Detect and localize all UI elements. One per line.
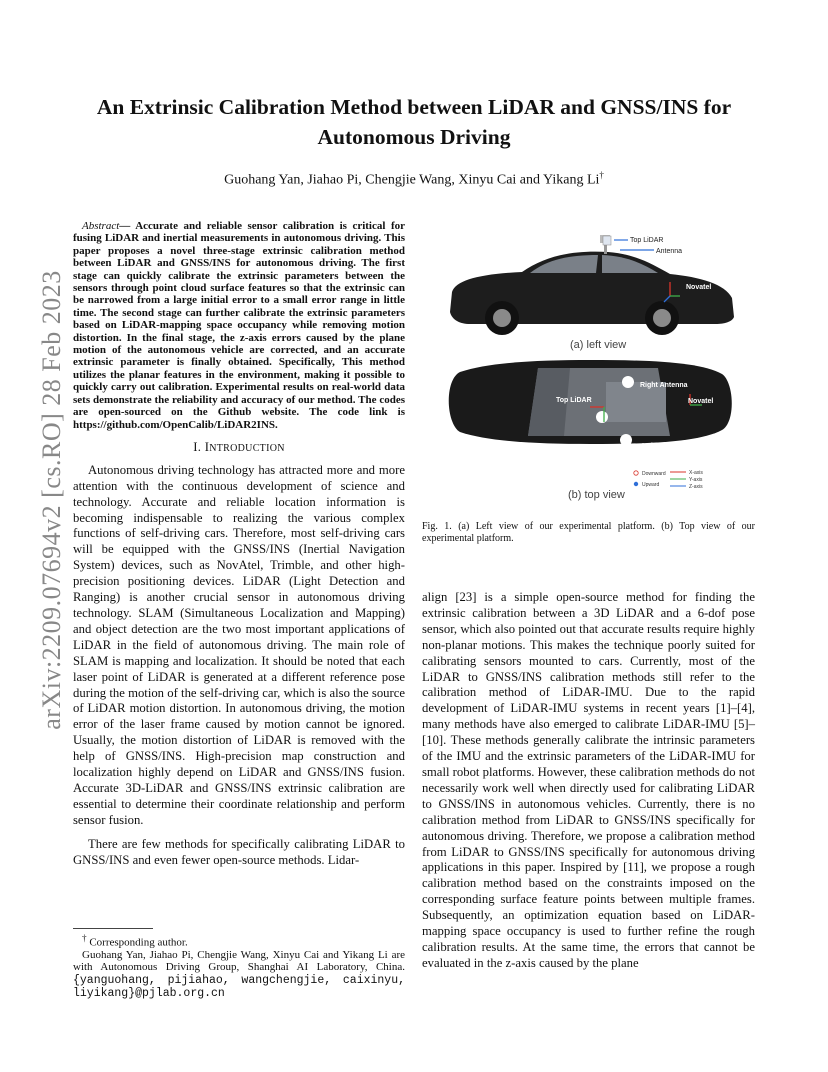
legend-y-axis: Y-axis: [689, 477, 703, 483]
downward-icon: [634, 471, 638, 475]
footnote: [73, 932, 405, 1001]
top-lidar-marker-icon: [596, 411, 608, 423]
label-top-lidar-top-view: Top LiDAR: [556, 397, 592, 404]
author-list: [60, 170, 768, 189]
label-left-antenna: Left Antenna: [642, 443, 685, 450]
affiliation-text: Guohang Yan, Jiahao Pi, Chengjie Wang, Xinyu Cai and Yikang Li are with Autonomous Driving Group, Shanghai AI Laboratory, China.: [73, 949, 405, 974]
figure-caption: Fig. 1. (a) Left view of our experimental platform. (b) Top view of our experimental platform.: [422, 521, 755, 545]
page-title: An Extrinsic Calibration Method between LiDAR and GNSS/INS for Autonomous Driving: [96, 95, 732, 149]
top-lidar-sensor-icon: [603, 236, 611, 245]
arxiv-identifier: arXiv:2209.07694v2 [cs.RO] 28 Feb 2023: [37, 270, 66, 730]
left-antenna-marker-icon: [620, 434, 632, 446]
abstract-dash: —: [119, 220, 131, 232]
label-novatel-side: Novatel: [686, 284, 712, 291]
figure-experimental-platform: [430, 222, 760, 514]
label-top-lidar: Top LiDAR: [630, 237, 664, 244]
abstract-text: Accurate and reliable sensor calibration is critical for fusing LiDAR and inertial measurements in autonomous driving. This paper proposes a novel three-stage extrinsic calibration method between LiDAR and GNSS/INS for autonomous driving. The first stage can quickly calibrate the extrinsic parameters between the sensors through point cloud surface features so that the extrinsic can be narrowed from a large initial error to a small error range in little time. The second stage can further calibrate the extrinsic parameters based on LiDAR-mapping space occupancy while removing motion distortion. In the final stage, the z-axis errors caused by the plane motion of the autonomous vehicle are corrected, and an accurate extrinsic parameter is finally obtained. Specifically, This method utilizes the planar features in the environment, making it possible to quickly carry out calibration. Experimental results on real-world data sets demonstrate the reliability and accuracy of our method. The codes are open-sourced on the Github website. The code link is https://github.com/OpenCalib/LiDAR2INS.: [73, 220, 405, 431]
intro-paragraph-1: Autonomous driving technology has attracted more and more attention with the continuous development of science and technology. Accurate and reliable location information is becoming indispensable to realizing the various complex functions of self-driving cars. Therefore, most self-driving cars will be equipped with the GNSS/INS (Inertial Navigation System) devices, such as NovAtel, Trimble, and other high-precision positioning devices. LiDAR (Light Detection and Ranging) is another crucial sensor in autonomous driving technology. SLAM (Simultaneous Localization and Mapping) and object detection are the two most important applications of LiDAR in the field of autonomous driving. The main role of SLAM is mapping and localization. It should be noted that each laser point of LiDAR is generated at a different reference pose during the motion of the self-driving car, which is also the source of LiDAR motion distortion. In autonomous driving, the motion error of the laser frame caused by motion cannot be ignored. Usually, the motion distortion of LiDAR is removed with the help of GNSS/INS. High-precision map construction and localization highly depend on LiDAR and GNSS/INS fusion. Accurate 3D-LiDAR and GNSS/INS extrinsic calibration are essential to determine their coordinate relationship and perform sensor fusion.: [73, 462, 405, 827]
label-novatel-top: Novatel: [688, 398, 714, 405]
label-antenna: Antenna: [656, 248, 683, 255]
upward-icon: [634, 482, 638, 486]
label-right-antenna: Right Antenna: [640, 382, 688, 389]
corresponding-note: [73, 932, 405, 949]
right-column: [422, 590, 755, 972]
footnote-mark: †: [82, 933, 87, 943]
legend-x-axis: X-axis: [689, 470, 703, 476]
intro-paragraph-3: align [23] is a simple open-source method for finding the extrinsic calibration between a 3D LiDAR and a 6-dof pose sensor, which also pointed out that accurate results require highly non-planar motions. This makes the technique poorly suited for calibrating sensors mounted to cars. Currently, most of the LiDAR to GNSS/INS calibration methods still refer to the calibration method of LiDAR-IMU. Due to the rapid development of LiDAR-IMU systems in recent years [1]–[4], many methods have also emerged to calibrate LiDAR-IMU [5]–[10]. These methods generally calibrate the intrinsic parameters of the IMU and the extrinsic parameters of the LiDAR-IMU for small robot platforms. However, these calibration methods do not necessarily work well when directly used for calibrating LiDAR to GNSS/INS in autonomous vehicles. Currently, there is no calibration method from LiDAR to GNSS/INS specifically for autonomous driving. Therefore, we propose a calibration method from LiDAR to GNSS/INS specifically for autonomous driving applications in this paper. Inspired by [11], we propose a rough calibration method based on the constraints imposed on the corresponding surface feature points between multiple frames. Subsequently, an optimization equation based on LiDAR-mapping space occupancy is used to further refine the rough calibration results. At the same time, the errors that cannot be evaluated in the z-axis caused by the plane: [422, 590, 755, 970]
author-names: Guohang Yan, Jiahao Pi, Chengjie Wang, Xinyu Cai and Yikang Li: [224, 172, 600, 188]
legend-z-axis: Z-axis: [689, 484, 703, 490]
section-heading-introduction: I. INTRODUCTION: [193, 439, 285, 454]
abstract-label: Abstract: [82, 220, 120, 232]
right-antenna-marker-icon: [622, 376, 634, 388]
footnote-rule: [73, 928, 153, 929]
corresponding-mark: †: [599, 170, 604, 180]
corresponding-text: Corresponding author.: [86, 936, 188, 949]
subfigure-b-label: (b) top view: [568, 489, 625, 501]
legend-upward: Upward: [642, 482, 660, 488]
intro-paragraph-2: There are few methods for specifically calibrating LiDAR to GNSS/INS and even fewer open-source methods. Lidar-: [73, 836, 405, 867]
affiliation-note: [73, 949, 405, 1001]
legend-downward: Downward: [642, 471, 666, 477]
subfigure-a-label: (a) left view: [570, 339, 627, 351]
abstract: [73, 220, 405, 431]
author-emails: {yanguohang, pijiahao, wangchengjie, caixinyu, liyikang}@pjlab.org.cn: [73, 973, 405, 1001]
left-column: [73, 220, 405, 868]
figure-legend: [634, 470, 704, 490]
